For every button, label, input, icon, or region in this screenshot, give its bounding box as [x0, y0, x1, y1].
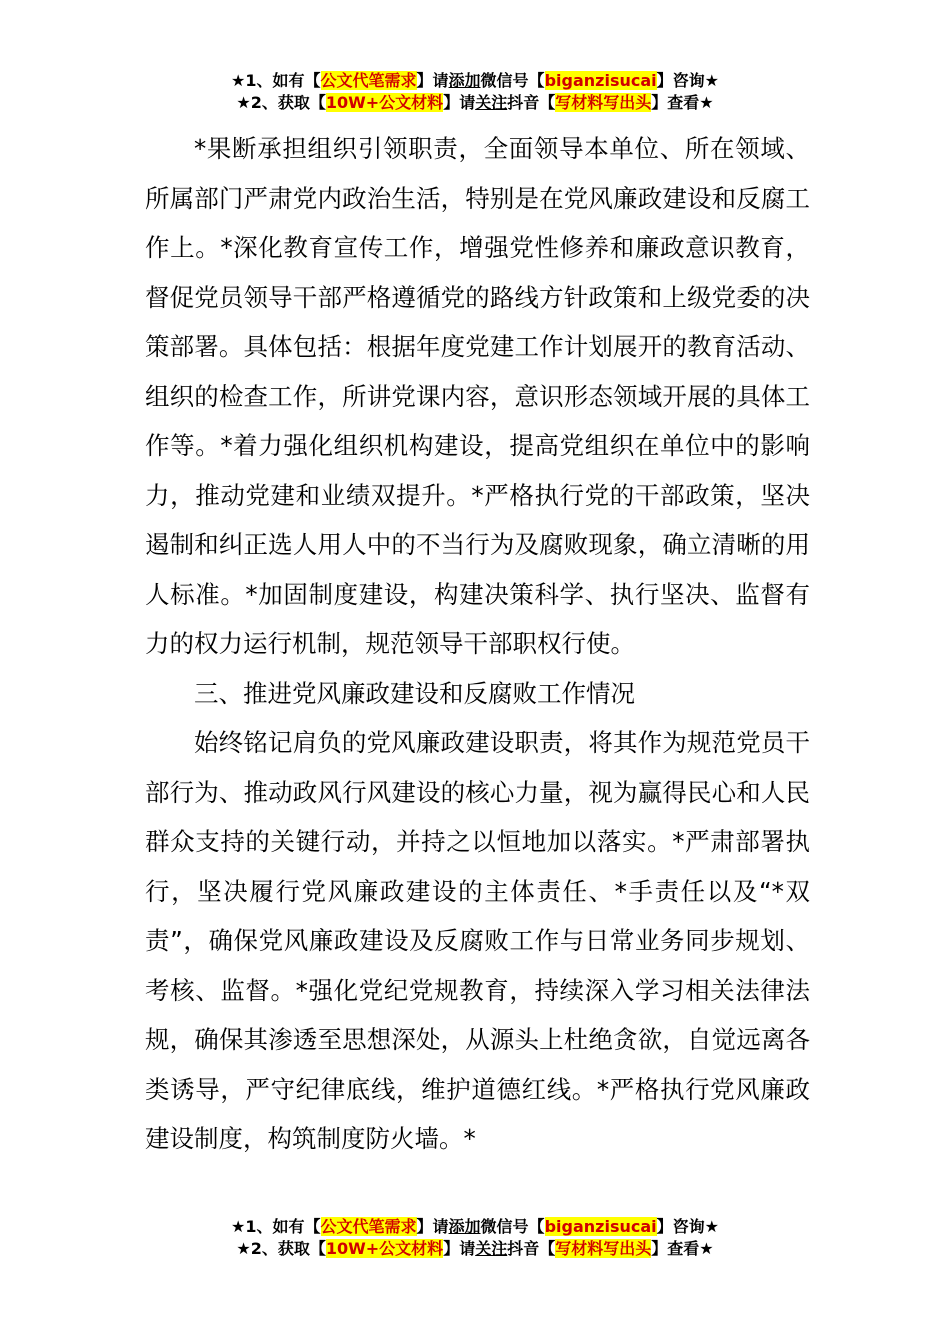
banner-line-2: ★2、获取【10W+公文材料】请关注抖音【写材料写出头】查看★: [236, 93, 714, 112]
highlight-wechat-id: biganzisucai: [544, 1217, 657, 1236]
section-heading-3: 三、推进党风廉政建设和反腐败工作情况: [194, 678, 635, 708]
banner-line-1: ★1、如有【公文代笔需求】请添加微信号【biganzisucai】咨询★: [231, 1217, 719, 1236]
document-body: [145, 124, 810, 1164]
paragraph-anti-corruption: 始终铭记肩负的党风廉政建设职责，将其作为规范党员干部行为、推动政风行风建设的核心力量，视为赢得民心和人民群众支持的关键行动，并持之以恒地加以落实。*严肃部署执行，坚决履行党风廉政建设的主体责任、*手责任以及“*双责”，确保党风廉政建设及反腐败工作与日常业务同步规划、考核、监督。*强化党纪党规教育，持续深入学习相关法律法规，确保其渗透至思想深处，从源头上杜绝贪欲，自觉远离各类诱导，严守纪律底线，维护道德红线。*严格执行党风廉政建设制度，构筑制度防火墙。*: [145, 728, 810, 1153]
footer-banner: [0, 1216, 950, 1260]
highlight-douyin: 写材料写出头: [555, 93, 652, 112]
highlight-materials: 10W+公文材料: [325, 93, 444, 112]
banner-line-1: ★1、如有【公文代笔需求】请添加微信号【biganzisucai】咨询★: [231, 71, 719, 90]
highlight-service: 公文代笔需求: [320, 71, 417, 90]
paragraph-leadership: *果断承担组织引领职责，全面领导本单位、所在领域、所属部门严肃党内政治生活，特别是在党风廉政建设和反腐工作上。*深化教育宣传工作，增强党性修养和廉政意识教育，督促党员领导干部严格遵循党的路线方针政策和上级党委的决策部署。具体包括：根据年度党建工作计划展开的教育活动、组织的检查工作，所讲党课内容，意识形态领域开展的具体工作等。*着力强化组织机构建设，提高党组织在单位中的影响力，推动党建和业绩双提升。*严格执行党的干部政策，坚决遏制和纠正选人用人中的不当行为及腐败现象，确立清晰的用人标准。*加固制度建设，构建决策科学、执行坚决、监督有力的权力运行机制，规范领导干部职权行使。: [145, 134, 810, 658]
banner-line-2: ★2、获取【10W+公文材料】请关注抖音【写材料写出头】查看★: [236, 1239, 714, 1258]
highlight-douyin: 写材料写出头: [555, 1239, 652, 1258]
highlight-materials: 10W+公文材料: [325, 1239, 444, 1258]
highlight-wechat-id: biganzisucai: [544, 71, 657, 90]
highlight-service: 公文代笔需求: [320, 1217, 417, 1236]
header-banner: [0, 70, 950, 114]
